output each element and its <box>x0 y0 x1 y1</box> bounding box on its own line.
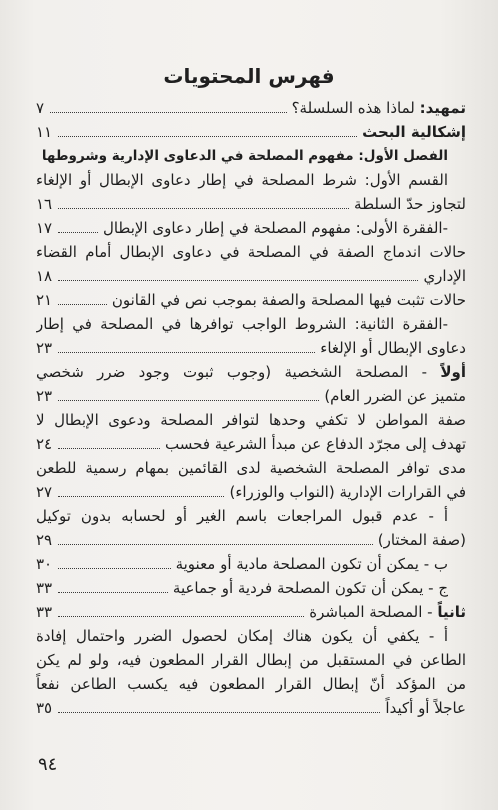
dot-leader <box>58 592 168 593</box>
dot-leader <box>58 208 349 209</box>
toc-line-text <box>292 96 466 120</box>
toc-line <box>36 192 466 216</box>
toc-entry <box>36 312 466 360</box>
toc-line <box>36 528 466 552</box>
page-ref: ٢٣ <box>36 387 53 405</box>
toc-line-text: الطاعن في المستقبل من إبطال القرار المطعون فيه، ولو لم يكن <box>36 651 466 669</box>
dot-leader <box>58 616 304 617</box>
entry-label: تمهيد: <box>419 99 466 117</box>
entry-text: - المصلحة الشخصية (وجوب ثبوت وجود ضرر شخصي <box>36 363 441 381</box>
entry-label: ثانياً <box>437 603 466 621</box>
toc-line-text <box>309 600 466 624</box>
toc-line-text: صفة المواطن لا تكفي وحدها لتوافر المصلحة ودعوى الإبطال لا <box>36 411 466 429</box>
page-ref: ٢٩ <box>36 531 53 549</box>
toc-line <box>36 120 466 144</box>
page-ref: ١٦ <box>36 195 53 213</box>
toc-title: فهرس المحتويات <box>163 64 335 88</box>
toc-line <box>36 288 466 312</box>
page-ref: ٢٤ <box>36 435 53 453</box>
toc-line-text: في القرارات الإدارية (النواب والوزراء) <box>229 483 466 501</box>
page-ref: ٢٧ <box>36 483 53 501</box>
toc-line <box>36 576 466 600</box>
page-ref: ٣٠ <box>36 555 53 573</box>
dot-leader <box>58 544 373 545</box>
toc-entry <box>36 408 466 456</box>
toc-line <box>36 264 466 288</box>
page-ref: ٣٣ <box>36 603 53 621</box>
toc-entry <box>36 576 466 600</box>
toc-entry <box>36 168 466 216</box>
toc-entry <box>36 240 466 288</box>
page-ref: ٧ <box>36 99 45 117</box>
toc-chapter-heading <box>36 144 466 168</box>
toc-line-text <box>36 360 466 384</box>
toc-line-text: تهدف إلى مجرّد الدفاع عن مبدأ الشرعية فحسب <box>165 435 466 453</box>
toc-line <box>36 696 466 720</box>
toc-line-text: (صفة المختار) <box>377 531 466 549</box>
entry-label: أولاً <box>440 363 466 381</box>
dot-leader <box>58 352 315 353</box>
toc-entry <box>36 504 466 552</box>
toc-line-text: -الفقرة الثانية: الشروط الواجب توافرها في المصلحة في إطار <box>36 315 448 333</box>
page-ref: ٢٣ <box>36 339 53 357</box>
chapter-title: الفصل الأول: مفهوم المصلحة في الدعاوى الإدارية وشروطها <box>41 148 448 164</box>
toc-entry <box>36 216 466 240</box>
toc-line-text: أ - عدم قبول المراجعات باسم الغير أو لحسابه بدون توكيل <box>36 507 448 525</box>
toc-line-text: القسم الأول: شرط المصلحة في إطار دعاوى الإبطال أو الإلغاء <box>36 171 448 189</box>
dot-leader <box>58 136 357 137</box>
page-ref: ١٨ <box>36 267 53 285</box>
toc-entry <box>36 552 466 576</box>
entry-text: - المصلحة المباشرة <box>309 603 438 621</box>
toc-entry <box>36 624 466 720</box>
toc-line-text: من المؤكد أنّ إبطال القرار المطعون فيه يكسب الطاعن نفعاً <box>36 675 466 693</box>
page-ref: ١٧ <box>36 219 53 237</box>
toc-line <box>36 216 466 240</box>
toc-line-text: لتجاوز حدّ السلطة <box>354 195 466 213</box>
dot-leader <box>58 712 380 713</box>
page-ref: ٣٥ <box>36 699 53 717</box>
dot-leader <box>58 400 319 401</box>
dot-leader <box>50 112 287 113</box>
dot-leader <box>58 232 98 233</box>
dot-leader <box>58 568 170 569</box>
dot-leader <box>58 448 160 449</box>
toc-line-text: الإداري <box>423 267 466 285</box>
toc-entry <box>36 600 466 624</box>
page-ref: ٢١ <box>36 291 53 309</box>
toc-line <box>36 96 466 120</box>
dot-leader <box>58 280 418 281</box>
toc-line <box>36 552 466 576</box>
toc-line-text: حالات اندماج الصفة في المصلحة في دعاوى الإبطال أمام القضاء <box>36 243 466 261</box>
toc-line-text: عاجلاً أو أكيداً <box>385 699 466 717</box>
page-ref: ٣٣ <box>36 579 53 597</box>
dot-leader <box>58 304 107 305</box>
toc-line-text: متميز عن الضرر العام) <box>324 387 466 405</box>
toc-line-text: ب - يمكن أن تكون المصلحة مادية أو معنوية <box>175 555 448 573</box>
toc-line-text: حالات تثبت فيها المصلحة والصفة بموجب نص في القانون <box>111 291 466 309</box>
toc-line-text: دعاوى الإبطال أو الإلغاء <box>320 339 466 357</box>
dot-leader <box>58 496 224 497</box>
toc-entry <box>36 96 466 120</box>
page-number: ٩٤ <box>38 754 58 775</box>
toc-entry <box>36 120 466 144</box>
toc-entry <box>36 288 466 312</box>
toc-line <box>36 384 466 408</box>
toc-line <box>36 480 466 504</box>
toc-line-text: ج - يمكن أن تكون المصلحة فردية أو جماعية <box>172 579 448 597</box>
toc-line <box>36 600 466 624</box>
toc-line-text: إشكالية البحث <box>362 123 466 141</box>
toc-list <box>36 96 466 720</box>
entry-text: لماذا هذه السلسلة؟ <box>291 99 420 117</box>
page-ref: ١١ <box>36 123 53 141</box>
toc-line-text: مدى توافر المصلحة الشخصية لدى القائمين بمهام رسمية للطعن <box>36 459 466 477</box>
toc-line-text: أ - يكفي أن يكون هناك إمكان لحصول الضرر واحتمال إفادة <box>36 627 448 645</box>
toc-entry <box>36 456 466 504</box>
toc-line-text: -الفقرة الأولى: مفهوم المصلحة في إطار دعاوى الإبطال <box>102 219 448 237</box>
toc-line <box>36 432 466 456</box>
toc-entry <box>36 360 466 408</box>
toc-line <box>36 336 466 360</box>
